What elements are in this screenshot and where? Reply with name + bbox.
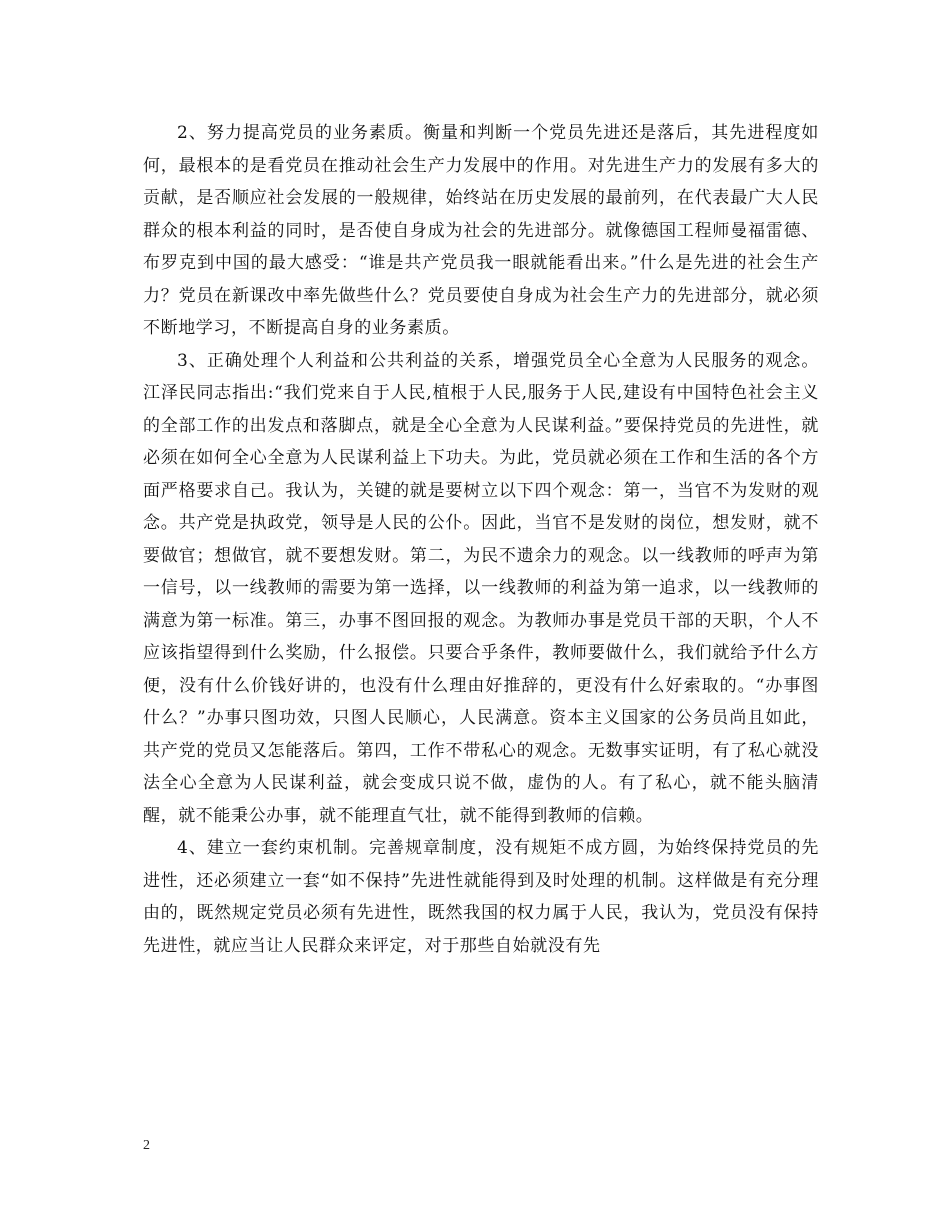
document-body bbox=[143, 117, 819, 962]
paragraph-3-public-interest: 3、正确处理个人利益和公共利益的关系，增强党员全心全意为人民服务的观念。江泽民同志指出:“我们党来自于人民,植根于人民,服务于人民,建设有中国特色社会主义的全部工作的出发点和落脚点，就是全心全意为人民谋利益。”要保持党员的先进性，就必须在如何全心全意为人民谋利益上下功夫。为此，党员就必须在工作和生活的各个方面严格要求自己。我认为，关键的就是要树立以下四个观念：第一，当官不为发财的观念。共产党是执政党，领导是人民的公仆。因此，当官不是发财的岗位，想发财，就不要做官；想做官，就不要想发财。第二，为民不遗余力的观念。以一线教师的呼声为第一信号，以一线教师的需要为第一选择，以一线教师的利益为第一追求，以一线教师的满意为第一标准。第三，办事不图回报的观念。为教师办事是党员干部的天职，个人不应该指望得到什么奖励，什么报偿。只要合乎条件，教师要做什么，我们就给予什么方便，没有什么价钱好讲的，也没有什么理由好推辞的，更没有什么好索取的。“办事图什么？”办事只图功效，只图人民顺心，人民满意。资本主义国家的公务员尚且如此，共产党的党员又怎能落后。第四，工作不带私心的观念。无数事实证明，有了私心就没法全心全意为人民谋利益，就会变成只说不做，虚伪的人。有了私心，就不能头脑清醒，就不能秉公办事，就不能理直气壮，就不能得到教师的信赖。 bbox=[143, 350, 819, 826]
paragraph-4-constraint-mechanism: 4、建立一套约束机制。完善规章制度，没有规矩不成方圆，为始终保持党员的先进性，还必须建立一套“如不保持”先进性就能得到及时处理的机制。这样做是有充分理由的，既然规定党员必须有先进性，既然我国的权力属于人民，我认为，党员没有保持先进性，就应当让人民群众来评定，对于那些自始就没有先 bbox=[143, 838, 819, 956]
page-number: 2 bbox=[143, 1138, 150, 1153]
paragraph-2-business-quality: 2、努力提高党员的业务素质。衡量和判断一个党员先进还是落后，其先进程度如何，最根本的是看党员在推动社会生产力发展中的作用。对先进生产力的发展有多大的贡献，是否顺应社会发展的一般规律，始终站在历史发展的最前列，在代表最广大人民群众的根本利益的同时，是否使自身成为社会的先进部分。就像德国工程师曼福雷德、布罗克到中国的最大感受：“谁是共产党员我一眼就能看出来。”什么是先进的社会生产力？党员在新课改中率先做些什么？党员要使自身成为社会生产力的先进部分，就必须不断地学习，不断提高自身的业务素质。 bbox=[143, 123, 819, 338]
